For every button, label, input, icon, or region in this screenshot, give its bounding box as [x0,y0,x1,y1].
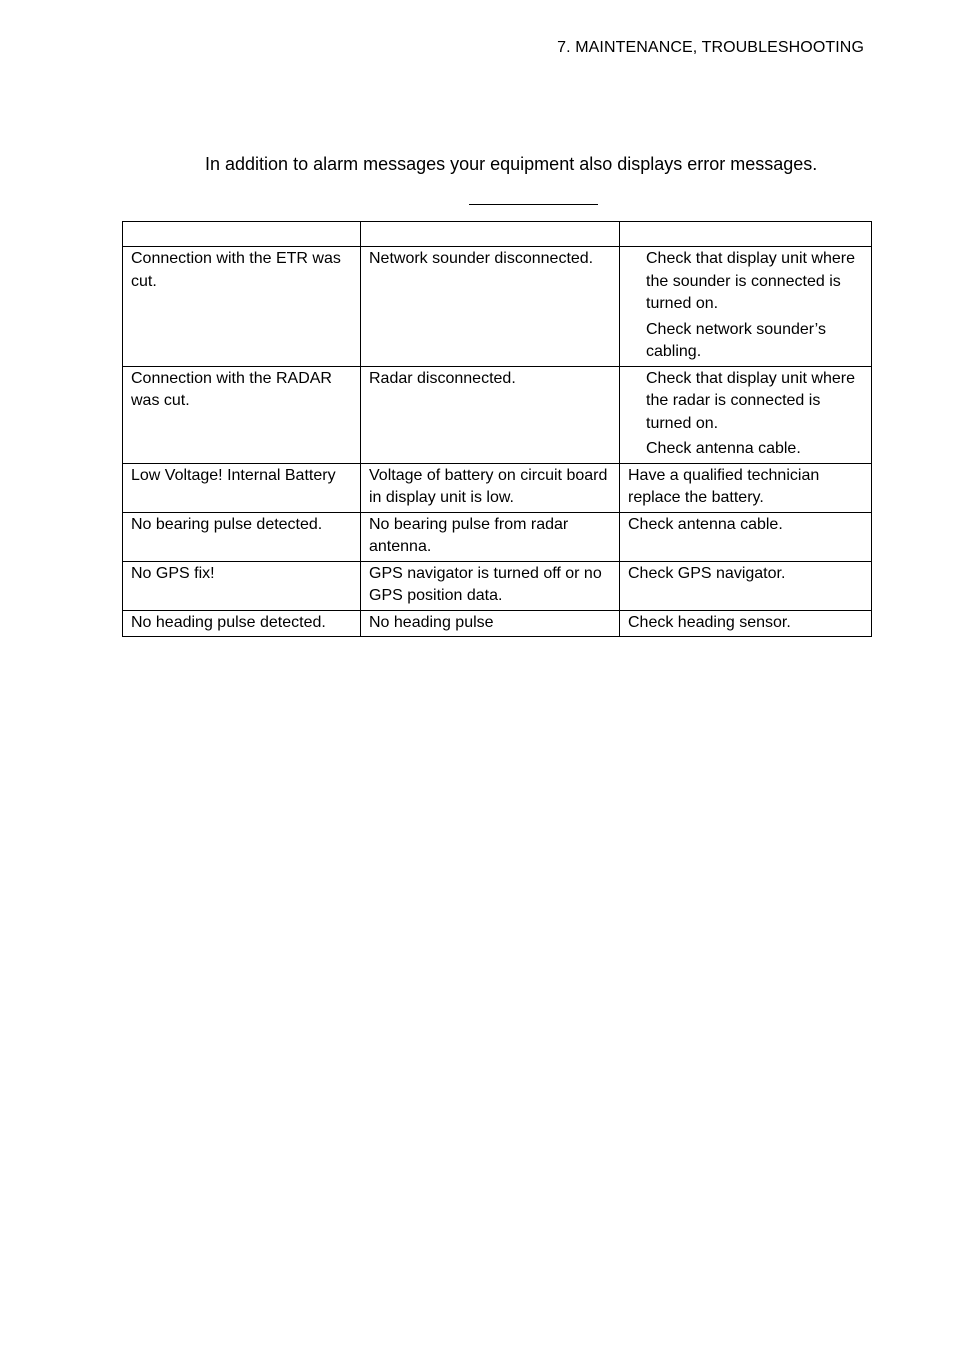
column-header-remedy [620,222,872,247]
meaning-cell: No heading pulse [361,610,620,637]
remedy-cell [620,366,872,463]
table-row [123,366,872,463]
meaning-cell: GPS navigator is turned off or no GPS position data. [361,561,620,610]
remedy-cell: Check heading sensor. [620,610,872,637]
error-message-table [122,221,872,637]
message-cell: No heading pulse detected. [123,610,361,637]
remedy-cell: Check GPS navigator. [620,561,872,610]
message-cell: Low Voltage! Internal Battery [123,463,361,512]
intro-paragraph: In addition to alarm messages your equipment also displays error messages. [205,154,818,174]
meaning-cell: Radar disconnected. [361,366,620,463]
remedy-item: Check antenna cable. [646,440,801,457]
message-cell: Connection with the ETR was cut. [123,247,361,367]
table-row [123,463,872,512]
message-cell: No GPS fix! [123,561,361,610]
meaning-cell: Network sounder disconnected. [361,247,620,367]
remedy-cell: Check antenna cable. [620,512,872,561]
table-row [123,247,872,367]
remedy-item: Check that display unit where the sounder is connected is turned on. [646,250,855,312]
meaning-cell: Voltage of battery on circuit board in display unit is low. [361,463,620,512]
remedy-cell [620,247,872,367]
remedy-cell: Have a qualified technician replace the battery. [620,463,872,512]
message-cell: Connection with the RADAR was cut. [123,366,361,463]
column-header-message [123,222,361,247]
remedy-item: Check network sounder’s cabling. [646,320,826,360]
table-header-row [123,222,872,247]
column-header-meaning [361,222,620,247]
remedy-item: Check that display unit where the radar is connected is turned on. [646,369,855,432]
running-header: 7. MAINTENANCE, TROUBLESHOOTING [557,39,864,56]
table-row [123,610,872,637]
table-row [123,512,872,561]
message-cell: No bearing pulse detected. [123,512,361,561]
meaning-cell: No bearing pulse from radar antenna. [361,512,620,561]
table-title-underline [469,204,598,205]
table-row [123,561,872,610]
